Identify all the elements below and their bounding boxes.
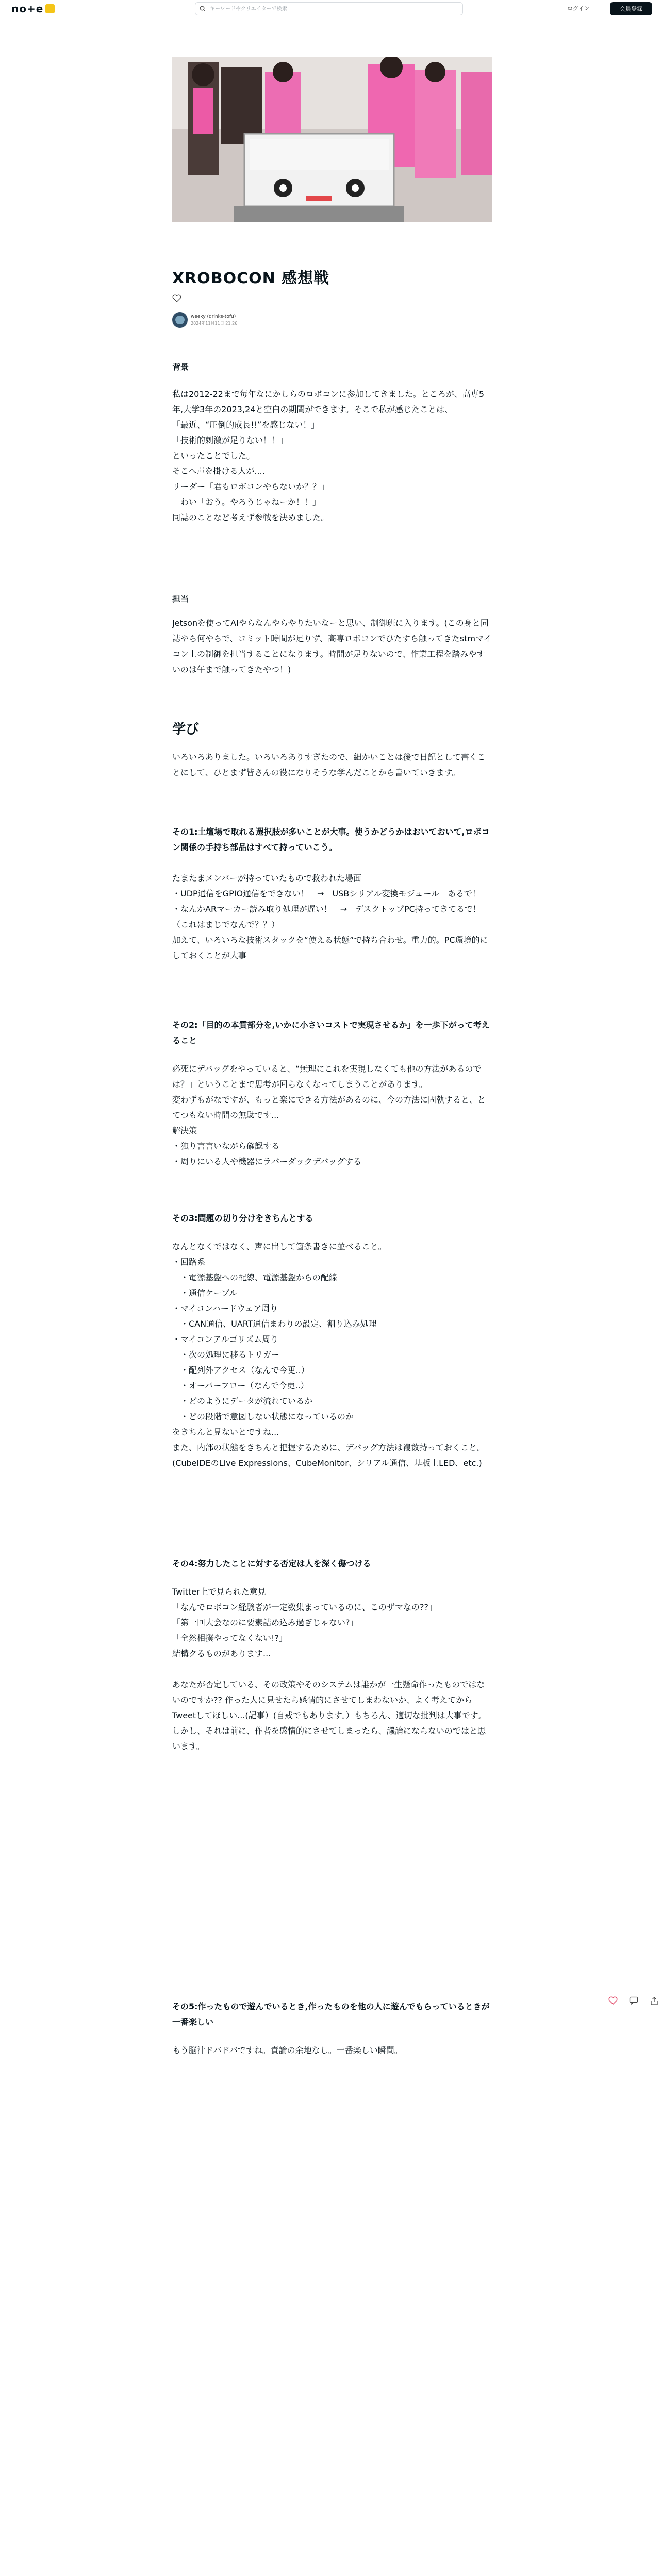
section-heading-role: 担当 bbox=[172, 594, 189, 604]
heart-icon bbox=[172, 294, 181, 302]
publish-date: 2024年11月11日 21:26 bbox=[191, 320, 238, 326]
heart-icon bbox=[608, 1996, 618, 2005]
learn-item-heading: その3:問題の切り分けをきちんとする bbox=[172, 1213, 313, 1223]
learn-item-body: なんとなくではなく、声に出して箇条書きに並べること。 ・回路系 ・電源基盤への配線、電源基盤からの配線 ・通信ケーブル ・マイコンハードウェア周り ・CAN通信、UART通信まわりの設定、割り込み処理 ・マイコンアルゴリズム周り ・次の処理に移るトリガー ・配列外アクセス（なんで今更..） ・オーバーフロー（なんで今更..） ・どのようにデータが流れているか ・どの段階で意図しない状態になっているのか をきちんと見ないとですね... また、内部の状態をきちんと把握するために、デバッグ方法は複数持っておくこと。(CubeIDEのLive Expressions、CubeMonitor、シリアル通信、基板上LED、etc.) bbox=[172, 1242, 486, 1468]
share-button[interactable] bbox=[650, 1996, 660, 2007]
like-button[interactable] bbox=[172, 294, 181, 304]
share-icon bbox=[650, 1996, 659, 2006]
learn-item-body: 必死にデバッグをやっていると、“無理にこれを実現しなくても他の方法があるのでは？」ということまで思考が回らなくなってしまうことがあります。 変わずもがなですが、もっと楽にできる方法があるのに、今の方法に固執すると、とてつもない時間の無駄です... 解決策 ・独り言言いながら確認する ・周りにいる人や機器にラバーダックデバッグする bbox=[172, 1064, 486, 1166]
top-header bbox=[0, 0, 662, 19]
learn-intro: いろいろありました。いろいろありすぎたので、細かいことは後で日記として書くことにして、ひとまず皆さんの役になりそうな学んだことから書いていきます。 bbox=[172, 752, 486, 777]
section-body-background: 私は2012-22まで毎年なにかしらのロボコンに参加してきました。ところが、高専5年,大学3年の2023,24と空白の期間ができます。そこで私が感じたことは、 「最近、“圧倒的成長!!”を感じない！」 「技術的刺激が足りない！！」 といったことでした。 そこへ声を掛ける人が.... リーダー「君もロボコンやらないか？？」 わい「おう。やろうじゃねーか！！」 同誌のことなど考えず参戦を決めました。 bbox=[172, 389, 485, 522]
learn-item-body: たまたまメンバーが持っていたもので救われた場面 ・UDP通信をGPIO通信をできない！ → USBシリアル変換モジュール あるで！ ・なんかARマーカー読み取り処理が遅い！ → デスクトップPC持ってきてるで！（これはまじでなんで？？） 加えて、いろいろな技術スタックを“使える状態”で持ち合わせ。重力的。PC環境的にしておくことが大事 bbox=[172, 873, 488, 960]
search-input[interactable] bbox=[209, 6, 458, 12]
comment-icon bbox=[629, 1996, 638, 2005]
section-heading-background: 背景 bbox=[172, 362, 189, 372]
avatar[interactable] bbox=[172, 312, 188, 328]
note-logo[interactable]: no+e bbox=[11, 3, 55, 15]
article-title: XROBOCON 感想戦 bbox=[172, 269, 330, 287]
search-icon bbox=[200, 6, 206, 12]
login-link[interactable]: ログイン bbox=[567, 5, 590, 12]
hero-image bbox=[172, 57, 492, 222]
event-badge-icon bbox=[45, 4, 55, 13]
like-side-button[interactable] bbox=[608, 1996, 619, 2007]
section-body-role: Jetsonを使ってAIやらなんやらやりたいなーと思い、制御班に入ります。(この身と同誌やら何やらで、コミット時間が足りず、高専ロボコンでひたすら触ってきたstmマイコン上の制御を担当することになります。時間が足りないので、作業工程を踏みやすいのは午まで触ってきたやつ！) bbox=[172, 618, 492, 674]
learn-item-heading: その2:「目的の本質部分を,いかに小さいコストで実現させるか」を一歩下がって考えること bbox=[172, 1020, 490, 1045]
comment-button[interactable] bbox=[629, 1996, 639, 2007]
search-box[interactable] bbox=[195, 2, 463, 15]
learn-item-body: もう脳汁ドバドバですね。責論の余地なし。一番楽しい瞬間。 bbox=[172, 2045, 403, 2055]
author-name[interactable]: weeky (drinks-tofu) bbox=[191, 314, 236, 319]
side-action-bar bbox=[608, 1996, 660, 2007]
author-info[interactable] bbox=[172, 312, 237, 328]
signup-button[interactable]: 会員登録 bbox=[610, 2, 652, 15]
learn-item-heading: その5:作ったもので遊んでいるとき,作ったものを他の人に遊んでもらっているときが一番楽しい bbox=[172, 2002, 490, 2027]
learn-item-heading: その4:努力したことに対する否定は人を深く傷つける bbox=[172, 1558, 371, 1568]
learn-item-body: Twitter上で見られた意見 「なんでロボコン経験者が一定数集まっているのに、このザマなの??」 「第一回大会なのに要素詰め込み過ぎじゃない?」 「全然相撲やってなくない!?」 結構クるものがあります... あなたが否定している、その政策やそのシステムは誰かが一生懸命作ったものではないのですか?? 作った人に見せたら感情的にさせてしまわないか、よく考えてからTweetしてほしい...(記事）(自戒でもあります。）もちろん、適切な批判は大事です。しかし、それは前に、作者を感情的にさせてしまったら、議論にならないのではと思います。 bbox=[172, 1587, 486, 1751]
learn-heading: 学び bbox=[172, 722, 200, 737]
learn-item-heading: その1:土壇場で取れる選択肢が多いことが大事。使うかどうかはおいておいて,ロボコン関係の手持ち部品はすべて持っていこう。 bbox=[172, 827, 490, 852]
